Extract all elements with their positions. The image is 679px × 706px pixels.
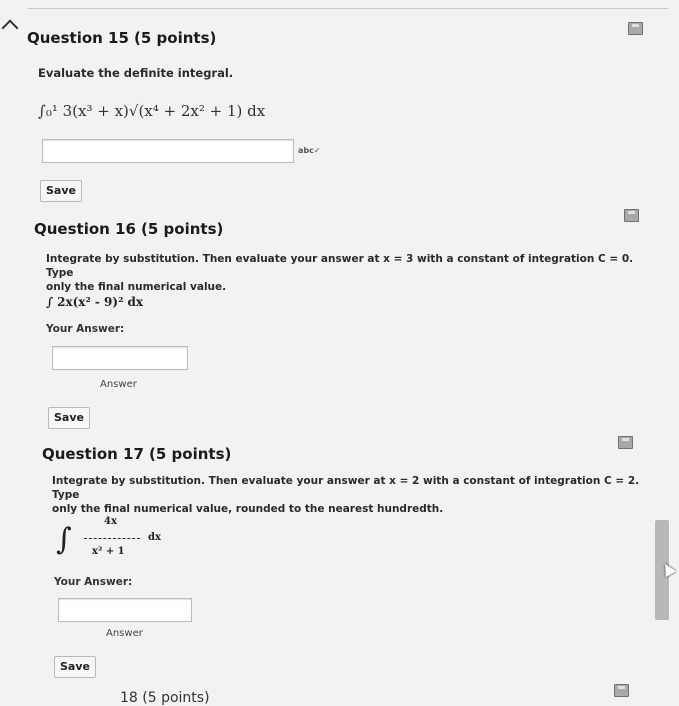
question-17-prompt-line-2: only the final numerical value, rounded to the nearest hundredth. (52, 503, 444, 515)
question-16-points: (5 points) (141, 220, 224, 238)
question-17-header (42, 444, 231, 463)
question-16-answer-input[interactable] (52, 346, 188, 370)
question-16-prompt-line-2: only the final numerical value. (46, 281, 227, 293)
question-17-dx: dx (148, 532, 161, 543)
question-17-numerator: 4x (104, 516, 117, 527)
question-17-your-answer-label: Your Answer: (54, 576, 133, 588)
spell-check-icon[interactable]: abc✓ (298, 146, 321, 155)
question-16-prompt-line-1: Integrate by substitution. Then evaluate your answer at x = 3 with a constant of integration C = 0. Type (46, 253, 634, 279)
question-16-integral: ∫ 2x(x² - 9)² dx (46, 295, 144, 309)
question-15-save-button[interactable]: Save (40, 180, 82, 202)
question-15-points: (5 points) (134, 29, 217, 47)
question-17-denominator: x² + 1 (92, 546, 125, 557)
save-disk-icon[interactable] (624, 209, 639, 222)
save-disk-icon[interactable] (628, 22, 643, 35)
integral-sign: ∫ (56, 522, 72, 557)
question-17-integral (56, 516, 176, 566)
question-15-answer-input[interactable] (42, 139, 294, 163)
top-divider (28, 8, 668, 9)
question-16-your-answer-label: Your Answer: (46, 323, 125, 335)
question-18-title-partial: 18 (5 points) (120, 690, 210, 706)
question-16-save-button[interactable]: Save (48, 407, 90, 429)
question-17-points: (5 points) (149, 445, 232, 463)
question-17-save-button[interactable]: Save (54, 656, 96, 678)
question-17-title: Question 17 (42, 445, 144, 463)
save-disk-icon[interactable] (618, 436, 633, 449)
question-15-prompt: Evaluate the definite integral. (38, 66, 234, 80)
question-16-prompt (46, 252, 646, 294)
question-17-prompt-line-1: Integrate by substitution. Then evaluate your answer at x = 2 with a constant of integration C = 2. Type (52, 475, 640, 501)
question-16-answer-caption: Answer (100, 379, 137, 390)
fraction-bar (84, 538, 140, 539)
question-17-answer-caption: Answer (106, 628, 143, 639)
question-15-header (27, 28, 216, 47)
chevron-up-icon[interactable] (2, 20, 19, 37)
question-15-title: Question 15 (27, 29, 129, 47)
question-17-answer-input[interactable] (58, 598, 192, 622)
question-15-integral: ∫₀¹ 3(x³ + x)√(x⁴ + 2x² + 1) dx (38, 102, 266, 120)
question-16-header (34, 219, 223, 238)
question-17-prompt (52, 474, 652, 516)
save-disk-icon[interactable] (614, 684, 629, 697)
question-16-title: Question 16 (34, 220, 136, 238)
